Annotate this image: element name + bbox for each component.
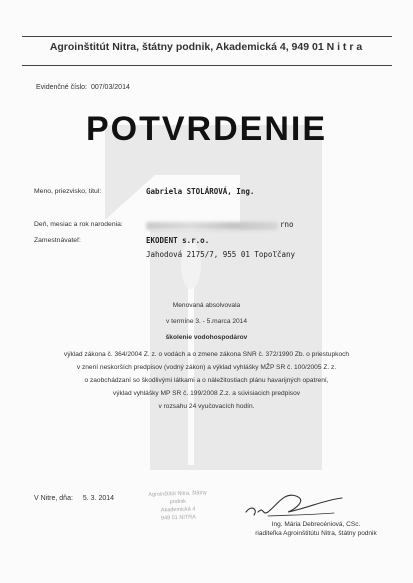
stamp-line: Akademická 4 xyxy=(160,506,196,514)
content-line: v znení neskorších predpisov (vodný zákon) a výklad vyhlášky MŽP SR č. 100/2005 Z. z. xyxy=(76,364,337,371)
name-label: Meno, priezvisko, titul: xyxy=(34,188,102,195)
evidence-number-line xyxy=(34,84,130,91)
birth-date-suffix: rno xyxy=(280,220,294,229)
name-value: Gabriela STOLÁROVÁ, Ing. xyxy=(146,187,255,196)
signer-name: Ing. Mária Debrecéniová, CSc. xyxy=(271,521,361,528)
document-title: POTVRDENIE xyxy=(85,110,328,148)
completed-line: Menovaná absolvovala xyxy=(172,302,241,309)
employer-label: Zamestnávateľ: xyxy=(34,237,81,244)
header-top-rule xyxy=(22,36,392,37)
hours-line: v rozsahu 24 vyučovacích hodín. xyxy=(158,403,255,410)
content-line: výklad vyhlášky MP SR č. 199/2008 Z.z. a súvisiacich predpisov xyxy=(112,390,301,397)
stamp-line: Agroinštitút Nitra, štátny podnik xyxy=(148,489,207,506)
place-label: V Nitre, dňa: xyxy=(34,495,73,502)
term-line: v termíne 3. - 5.marca 2014 xyxy=(166,318,247,325)
employer-name: EKODENT s.r.o. xyxy=(146,236,210,245)
content-line: výklad zákona č. 364/2004 Z. z. o vodách a o zmene zákona SNR č. 372/1990 Zb. o priestupkoch xyxy=(63,351,350,358)
handwritten-signature xyxy=(238,482,348,520)
employer-address: Jahodová 2175/7, 955 01 Topoľčany xyxy=(146,250,296,259)
birth-date-label: Deň, mesiac a rok narodenia: xyxy=(34,221,123,228)
issue-date: 5. 3. 2014 xyxy=(82,495,115,502)
header-bottom-rule xyxy=(22,65,392,66)
stamp-line: 949 01 NITRA xyxy=(160,514,196,522)
evidence-number-label: Evidenčné číslo: xyxy=(36,84,87,91)
evidence-number-value: 007/03/2014 xyxy=(90,84,130,91)
redacted-birth-date xyxy=(146,222,278,230)
content-line: o zaobchádzaní so škodlivými látkami a o náležitostiach plánu havarijných opatrení, xyxy=(84,377,329,384)
course-name: školenie vodohospodárov xyxy=(165,334,248,341)
signer-role: riaditeľka Agroinštitútu Nitra, štátny podnik xyxy=(255,530,377,537)
issuer-header: Agroinštitút Nitra, štátny podnik, Akademická 4, 949 01 N i t r a xyxy=(49,41,363,53)
faded-stamp xyxy=(147,489,208,523)
place-date-line xyxy=(34,495,114,502)
